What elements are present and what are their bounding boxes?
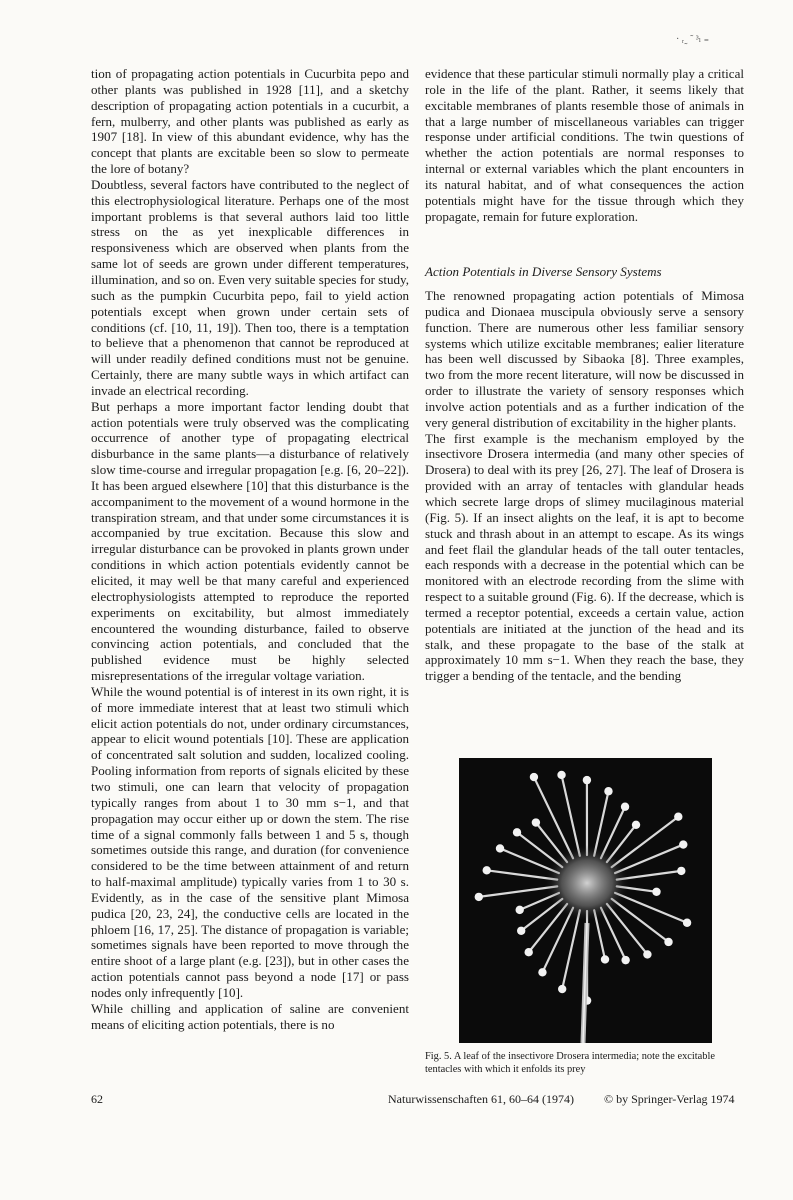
paragraph-5: While chilling and application of saline are convenient means of eliciting action potentials, there is no [91, 1000, 409, 1032]
tentacle-gland [601, 955, 609, 963]
paragraph-continued: evidence that these particular stimuli normally play a critical role in the life of the plant. Rather, it seems likely that excitable membranes of plants resemble those of animals in that a large number of miscellaneous variables can trigger response under artificial conditions. The twin questions of whether the action potentials are normal responses to internal or external variables which the plant encounters in its natural habitat, and of what consequences the action potentials might have for the tissue through which they propagate, remain for future exploration. [425, 66, 744, 224]
figure-caption: Fig. 5. A leaf of the insectivore Drosera intermedia; note the excitable tentacles with which it enfolds its prey [425, 1051, 715, 1075]
drosera-illustration [459, 758, 712, 1043]
tentacle-gland [532, 818, 540, 826]
tentacle-gland [664, 938, 672, 946]
tentacle-gland [604, 787, 612, 795]
tentacle-gland [524, 948, 532, 956]
scribble-mark: · ᵣ˷ ˜ ³ₗ ₌ [676, 34, 709, 45]
tentacle-gland [557, 771, 565, 779]
paragraph-1: tion of propagating action potentials in Cucurbita pepo and other plants was published in 1928 [11], and a sketchy description of propagating action potentials in a cucurbit, a fern, mulberry, and other plants was published as early as 1907 [18]. In view of this abundant evidence, why has the concept that plants are excitable been so slow to permeate the lore of botany? [91, 66, 409, 177]
tentacle-gland [621, 803, 629, 811]
tentacle-gland [475, 893, 483, 901]
tentacle-gland [674, 813, 682, 821]
tentacle-gland [677, 867, 685, 875]
journal-citation: Naturwissenschaften 61, 60–64 (1974) [388, 1092, 574, 1106]
tentacle-gland [516, 906, 524, 914]
page-number: 62 [91, 1092, 103, 1106]
paragraph-sensory-intro: The renowned propagating action potentials of Mimosa pudica and Dionaea muscipula obviously serve a sensory function. There are numerous other less familiar sensory systems which utilize excitable membranes; ealier literature has been well discussed by Sibaoka [8]. Three examples, two from the more recent literature, will now be discussed in order to illustrate the variety of sensory responses which involve action potentials and as a further indication of the very general distribution of excitability in the higher plants. [425, 288, 744, 430]
paragraph-3: But perhaps a more important factor lending doubt that action potentials were truly observed was the complicating occurrence of another type of propagating electrical disburbance in the same plants—a disturbance of relatively slow time-course and irregular propagation [e.g. [6, 20–22]). It has been argued elsewhere [10] that this disturbance is the accompaniment to the movement of a wound hormone in the transpiration stream, and that under some circumstances it is accompanied by true excitation. Because this slow and irregular disturbance can be provoked in plants grown under conditions in which action potentials evidently cannot be elicited, it may well be that many careful and experienced electrophysiologists attempted to reproduce the reported experiments on excitability, but almost immediately encountered the wounding disturbance, failed to observe convincing action potentials, and concluded that the published evidence must be highly selected misrepresentations of the irregular voltage variation. [91, 398, 409, 684]
tentacle-gland [517, 927, 525, 935]
tentacle-gland [583, 776, 591, 784]
paragraph-2: Doubtless, several factors have contributed to the neglect of this electrophysiological literature. Perhaps one of the most important problems is that several authors laid too little stress on the as yet inexplicable differences in responsiveness which are observed when plants from the same lot of seeds are grown under different temperatures, illumination, and so on. Even very suitable species for study, such as the pumpkin Cucurbita pepo, fail to yield action potentials except when grown under certain sets of conditions (cf. [10, 11, 19]). Then too, there is a temptation to believe that a phenomenon that cannot be reproduced at will under readily defined conditions must not be genuine. Certainly, there are many subtle ways in which artifact can invade an electrical recording. [91, 176, 409, 398]
tentacle-gland [513, 828, 521, 836]
paragraph-4: While the wound potential is of interest in its own right, it is of more immediate interest that at least two stimuli which elicit action potentials do not, under ordinary circumstances, appear to elicit wound potentials [10]. These are application of concentrated salt solution and sudden, localized cooling. Pooling information from reports of signals elicited by these two stimuli, one can learn that velocity of propagation typically ranges from about 1 to 30 mm s−1, and that propagation may occur either up or down the stem. The rise time of a signal commonly falls between 1 and 5 s, though sometimes outside this range, and duration (for convenience considered to be the time between attainment of and return to half-maximal amplitude) typically varies from 1 to 30 s. Evidently, as in the case of the sensitive plant Mimosa pudica [20, 23, 24], the conductive cells are located in the phloem [16, 17, 25]. The distance of propagation is variable; sometimes signals have been reported to move through the entire shoot of a large plant (e.g. [23]), but in other cases the action potentials cannot pass beyond a node [17] or pass nodes only infrequently [10]. [91, 683, 409, 1000]
tentacle-gland [558, 985, 566, 993]
tentacle-gland [530, 773, 538, 781]
tentacle-gland [679, 840, 687, 848]
tentacle-gland [683, 919, 691, 927]
tentacle-gland [652, 888, 660, 896]
drosera-leaf-photo [459, 758, 712, 1043]
tentacle-gland [496, 844, 504, 852]
tentacle-gland [632, 821, 640, 829]
tentacle-gland [538, 968, 546, 976]
paragraph-drosera: The first example is the mechanism employed by the insectivore Drosera intermedia (and many other species of Drosera) to deal with its prey [26, 27]. The leaf of Drosera is provided with an array of tentacles with glandular heads which secrete large drops of slimey mucilaginous material (Fig. 5). If an insect alights on the leaf, it is apt to become stuck and thrash about in an attempt to escape. As its wings and feet flail the glandular heads of the tall outer tentacles, each responds with a decrease in the potential which can be monitored with an electrode recording from the slime with respect to a suitable ground (Fig. 6). If the decrease, which is termed a receptor potential, exceeds a certain value, action potentials are initiated at the junction of the head and its stalk, and these propagate to the base of the stalk at approximately 10 mm s−1. When they reach the base, they trigger a bending of the tentacle, and the bending [425, 430, 744, 684]
section-heading: Action Potentials in Diverse Sensory Systems [425, 264, 662, 279]
tentacle-gland [643, 950, 651, 958]
left-text-column [91, 66, 409, 1032]
copyright-notice: © by Springer-Verlag 1974 [604, 1092, 735, 1106]
tentacle-gland [621, 956, 629, 964]
tentacle-gland [483, 866, 491, 874]
